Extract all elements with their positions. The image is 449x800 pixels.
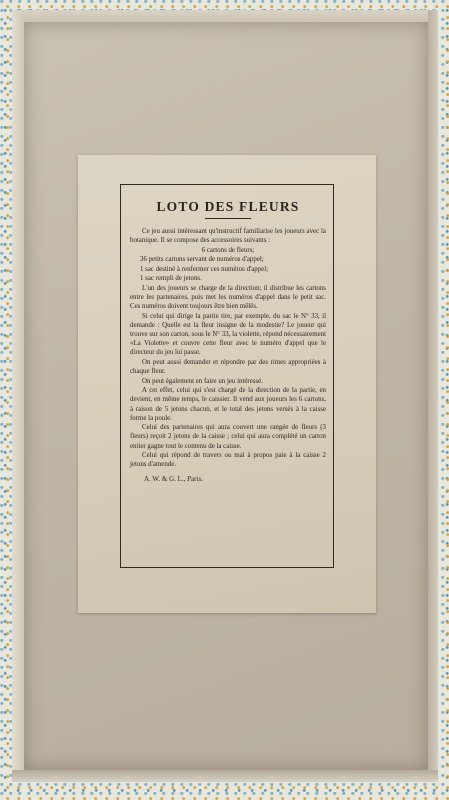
- document-title: LOTO DES FLEURS: [156, 199, 300, 214]
- signature: A. W. & G. L., Paris.: [144, 474, 203, 483]
- list-item: 36 petits cartons servant de numéros d'appel;: [140, 256, 264, 264]
- title-rule: [205, 218, 251, 219]
- box-wall-bottom: [12, 770, 438, 782]
- rules-body: [130, 227, 326, 470]
- paragraph: A cet effet, celui qui s'est chargé de la direction de la partie, en devient, en même temps, le caissier. Il vend aux joueurs les 6 cartons, à raison de 5 jetons chacun, et le total des jetons versés à la caisse forme la poule.: [130, 387, 326, 422]
- list-item: 1 sac destiné à renfermer ces numéros d'appel;: [140, 265, 269, 273]
- box-wall-left: [12, 10, 24, 780]
- paragraph: Si celui qui dirige la partie tire, par exemple, du sac le N° 33, il demande : Quelle est la fleur insigne de la modestie? Le joueur qui trouve sur son carton, sous le N° 33, la violette, répond nécessairement «La Violette» et couvre cette fleur avec le numéro d'appel que le directeur du jeu lui passe.: [130, 312, 326, 357]
- paragraph: Celui des partenaires qui aura couvert une rangée de fleurs (3 fleurs) reçoit 2 jetons de la caisse ; celui qui aura complété un carton entier gagne tout le contenu de la caisse.: [130, 424, 326, 450]
- paragraph: Celui qui répond de travers ou mal à propos paie à la caisse 2 jetons d'amende.: [130, 452, 326, 469]
- paragraph: On peut aussi demander et répondre par des rimes appropriées à chaque fleur.: [130, 358, 326, 376]
- list-item: 6 cartons de fleurs;: [201, 246, 255, 254]
- list-item: 1 sac rempli de jetons.: [140, 275, 202, 283]
- paragraph: L'un des joueurs se charge de la direction; il distribue les cartons entre les partenaires, puis met les numéros d'appel dans le petit sac. Ces numéros doivent toujours être bien mêlés.: [130, 284, 326, 311]
- box-wall-right: [428, 10, 438, 780]
- rules-frame: [120, 184, 334, 568]
- paragraph: Ce jeu aussi intéressant qu'instructif familiarise les joueurs avec la botanique. Il se compose des accessoires suivants :: [130, 228, 326, 245]
- paragraph: On peut également en faire un jeu intéressé.: [142, 377, 263, 385]
